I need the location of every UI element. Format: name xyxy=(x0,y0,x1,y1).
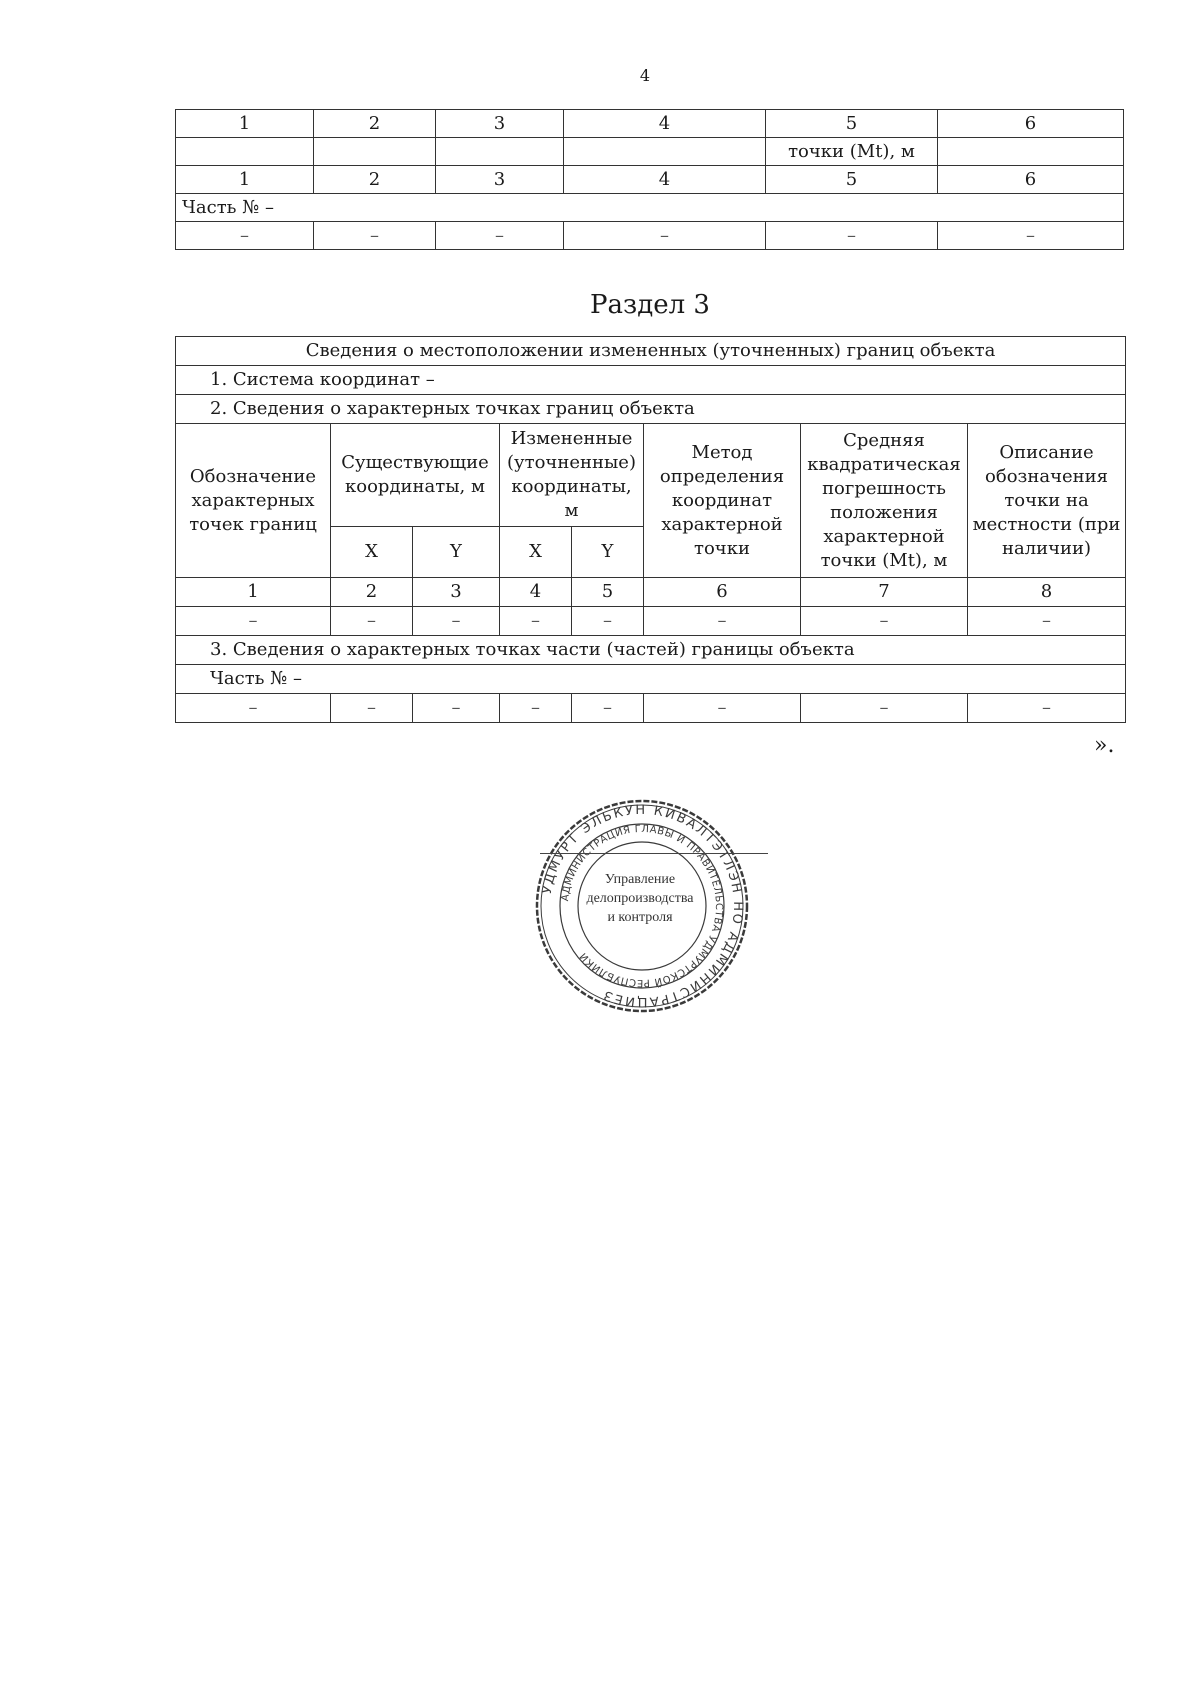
header-cell: 1 xyxy=(176,110,314,138)
table-cell: – xyxy=(436,222,564,250)
table-cell: 1 xyxy=(176,166,314,194)
x-label: X xyxy=(500,527,572,578)
table-header-row xyxy=(176,424,1126,527)
table-row xyxy=(176,665,1126,694)
table-cell: – xyxy=(801,694,968,723)
header-cell: 6 xyxy=(938,110,1124,138)
continued-table xyxy=(175,109,1124,250)
table-cell: 3 xyxy=(436,166,564,194)
table-cell: точки (Mt), м xyxy=(766,138,938,166)
table-row xyxy=(176,366,1126,395)
table-cell: – xyxy=(413,607,500,636)
table-header-row xyxy=(176,110,1124,138)
boundary-points-table xyxy=(175,336,1126,723)
table-cell: 5 xyxy=(572,578,644,607)
table-cell: – xyxy=(331,607,413,636)
table-cell xyxy=(176,138,314,166)
part-label: Часть № – xyxy=(176,194,1124,222)
header-cell: 4 xyxy=(564,110,766,138)
table-cell: 1 xyxy=(176,578,331,607)
table-cell: – xyxy=(331,694,413,723)
table-cell: – xyxy=(176,607,331,636)
table-row xyxy=(176,636,1126,665)
col-description: Описание обозначения точки на местности (при наличии) xyxy=(968,424,1126,578)
stamp-center-line: Управление xyxy=(604,872,676,887)
table-cell: 6 xyxy=(938,166,1124,194)
header-cell: 5 xyxy=(766,110,938,138)
col-changed: Измененные (уточненные) координаты, м xyxy=(500,424,644,527)
table-row xyxy=(176,138,1124,166)
table-cell: – xyxy=(572,607,644,636)
table-cell: – xyxy=(572,694,644,723)
col-designation: Обозначение характерных точек границ xyxy=(176,424,331,578)
table-cell: – xyxy=(314,222,436,250)
table-cell: 5 xyxy=(766,166,938,194)
table-cell: 8 xyxy=(968,578,1126,607)
x-label: X xyxy=(331,527,413,578)
table-cell: – xyxy=(500,694,572,723)
stamp-center-text xyxy=(580,870,700,927)
table-cell: 3 xyxy=(413,578,500,607)
stamp-outer-text: УДМУРТ ЭЛЬКУН КИВАЛТЭТЛЭН НО АДМИНИСТРАЦИЕЗ xyxy=(539,802,746,1010)
table-cell: – xyxy=(413,694,500,723)
stamp-center-line: делопроизводства xyxy=(586,891,694,906)
table-row xyxy=(176,607,1126,636)
table-cell: 2 xyxy=(314,166,436,194)
col-method: Метод определения координат характерной точки xyxy=(644,424,801,578)
table-row xyxy=(176,395,1126,424)
table-cell: 6 xyxy=(644,578,801,607)
table-cell: – xyxy=(801,607,968,636)
table-cell: – xyxy=(644,607,801,636)
table-row xyxy=(176,337,1126,366)
header-cell: 3 xyxy=(436,110,564,138)
table-cell: – xyxy=(176,222,314,250)
table-cell: 7 xyxy=(801,578,968,607)
part-label: Часть № – xyxy=(176,665,1126,694)
table-cell xyxy=(436,138,564,166)
table-cell: 4 xyxy=(564,166,766,194)
table-cell: – xyxy=(938,222,1124,250)
header-cell: 2 xyxy=(314,110,436,138)
table-cell: – xyxy=(766,222,938,250)
table-title: Сведения о местоположении измененных (уточненных) границ объекта xyxy=(176,337,1126,366)
table-row xyxy=(176,166,1124,194)
closing-quote: ». xyxy=(1094,733,1115,758)
page-number: 4 xyxy=(639,66,651,85)
y-label: Y xyxy=(413,527,500,578)
y-label: Y xyxy=(572,527,644,578)
signature-line xyxy=(540,853,768,854)
table-cell xyxy=(314,138,436,166)
table-row xyxy=(176,222,1124,250)
stamp-inner-text: АДМИНИСТРАЦИЯ ГЛАВЫ И ПРАВИТЕЛЬСТВА УДМУРТСКОЙ РЕСПУБЛИКИ xyxy=(560,823,725,989)
table-cell xyxy=(938,138,1124,166)
table-row xyxy=(176,578,1126,607)
parts-heading: 3. Сведения о характерных точках части (частей) границы объекта xyxy=(176,636,1126,665)
col-error: Средняя квадратическая погрешность положения характерной точки (Mt), м xyxy=(801,424,968,578)
table-cell: – xyxy=(968,607,1126,636)
table-cell: – xyxy=(564,222,766,250)
table-row xyxy=(176,694,1126,723)
col-existing: Существующие координаты, м xyxy=(331,424,500,527)
table-cell: – xyxy=(176,694,331,723)
table-row xyxy=(176,194,1124,222)
table-cell xyxy=(564,138,766,166)
table-cell: – xyxy=(500,607,572,636)
table-cell: – xyxy=(644,694,801,723)
points-heading: 2. Сведения о характерных точках границ объекта xyxy=(176,395,1126,424)
table-cell: – xyxy=(968,694,1126,723)
table-cell: 2 xyxy=(331,578,413,607)
coord-system-row: 1. Система координат – xyxy=(176,366,1126,395)
stamp-center-line: и контроля xyxy=(607,910,673,925)
table-cell: 4 xyxy=(500,578,572,607)
section-title: Раздел 3 xyxy=(590,290,710,320)
